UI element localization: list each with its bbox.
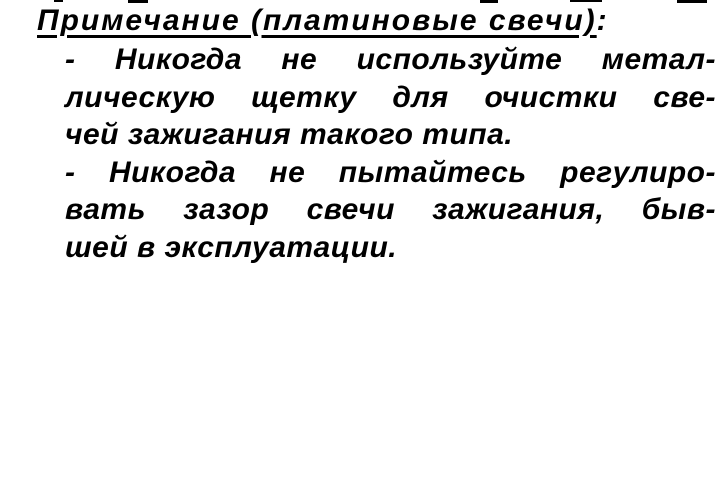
note-body	[65, 41, 716, 266]
note-heading	[37, 5, 609, 37]
note-paragraph-2-line-3: шей в эксплуатации.	[65, 230, 398, 264]
note-paragraph-2-line-1: - Никогда не пытайтесь регулиро-	[65, 155, 716, 189]
scan-artifact	[677, 0, 707, 3]
note-heading-colon: :	[596, 4, 609, 37]
note-paragraph-2-line-2: вать зазор свечи зажигания, быв-	[65, 193, 716, 226]
note-paragraph-1-line-2: лическую щетку для очистки све-	[65, 80, 716, 114]
scan-artifact	[54, 0, 63, 2]
note-paragraph-1-line-3: чей зажигания такого типа.	[65, 118, 514, 151]
note-paragraph-1-line-1: - Никогда не используйте метал-	[65, 43, 716, 76]
scan-artifact	[128, 0, 148, 3]
note-heading-text: Примечание (платиновые свечи)	[37, 4, 597, 37]
scan-artifact	[570, 0, 602, 2]
scan-artifact	[480, 0, 498, 3]
